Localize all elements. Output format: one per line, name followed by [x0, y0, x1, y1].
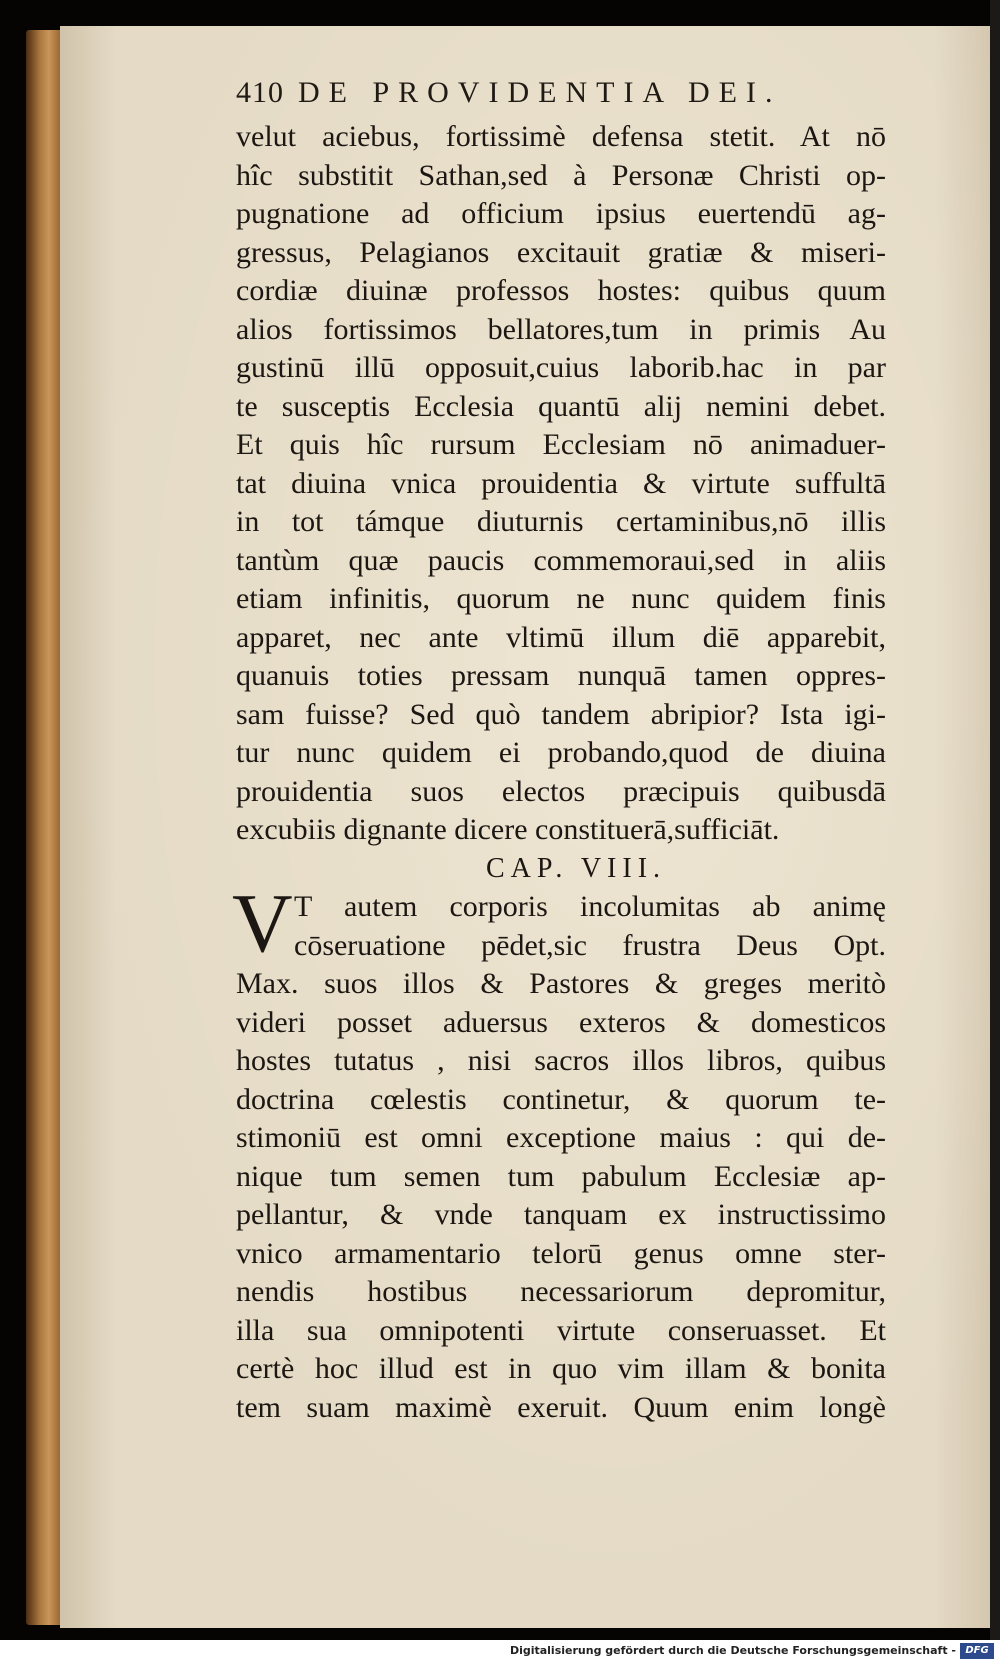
- text-line: Et quis hîc rursum Ecclesiam nō animaduer-: [236, 428, 886, 461]
- text-line: te susceptis Ecclesia quantū alij nemini debet.: [236, 389, 886, 423]
- paragraph-1: [236, 118, 886, 850]
- text-line: illa sua omnipotenti virtute conseruasset. Et: [236, 1313, 886, 1347]
- text-line: T autem corporis incolumitas ab animę: [294, 890, 886, 923]
- book-spine-edge: [26, 30, 64, 1625]
- text-line: stimoniū est omni exceptione maius : qui de-: [236, 1121, 886, 1154]
- page-text: [232, 118, 886, 1427]
- text-line: tat diuina vnica prouidentia & virtute suffultā: [236, 466, 886, 500]
- text-line: videri posset aduersus exteros & domesticos: [236, 1005, 886, 1039]
- text-line: nique tum semen tum pabulum Ecclesiæ ap-: [236, 1159, 886, 1193]
- text-line: quanuis toties pressam nunquā tamen oppres-: [236, 659, 886, 692]
- text-line: Max. suos illos & Pastores & greges meritò: [236, 967, 886, 1000]
- running-header: [236, 76, 876, 110]
- scan-right-border: [990, 0, 1000, 1640]
- text-line: doctrina cœlestis continetur, & quorum te-: [236, 1082, 886, 1116]
- text-line: sam fuisse? Sed quò tandem abripior? Ista igi-: [236, 697, 886, 731]
- chapter-heading: CAP. VIII.: [485, 852, 667, 884]
- text-line: hostes tutatus , nisi sacros illos libros, quibus: [236, 1044, 886, 1077]
- funding-credit: Digitalisierung gefördert durch die Deutsche Forschungsgemeinschaft -: [509, 1644, 956, 1657]
- text-line: prouidentia suos electos præcipuis quibusdā: [236, 774, 886, 808]
- text-line: certè hoc illud est in quo vim illam & bonita: [236, 1352, 886, 1385]
- text-line: tur nunc quidem ei probando,quod de diuina: [236, 736, 886, 769]
- text-line: tem suam maximè exeruit. Quum enim longè: [236, 1390, 886, 1424]
- text-line: nendis hostibus necessariorum depromitur,: [236, 1275, 886, 1308]
- text-line: vnico armamentario telorū genus omne ster-: [236, 1236, 886, 1270]
- text-line: hîc substitit Sathan,sed à Personæ Christi op-: [236, 158, 886, 192]
- text-line: pugnatione ad officium ipsius euertendū ag-: [236, 197, 886, 230]
- text-line: gustinū illū opposuit,cuius laborib.hac in par: [236, 351, 886, 384]
- digitization-footer: [0, 1640, 1000, 1663]
- text-line: excubiis dignante dicere constituerā,sufficiāt.: [236, 813, 780, 846]
- text-line: apparet, nec ante vltimū illum diē apparebit,: [236, 620, 886, 654]
- text-line: pellantur, & vnde tanquam ex instructissimo: [236, 1198, 886, 1231]
- text-line: etiam infinitis, quorum ne nunc quidem finis: [236, 582, 886, 615]
- text-line: cordiæ diuinæ professos hostes: quibus quum: [236, 274, 886, 307]
- text-line: in tot támque diuturnis certaminibus,nō illis: [236, 505, 886, 538]
- drop-cap-initial: V: [232, 877, 293, 970]
- paragraph-2: [232, 877, 886, 1427]
- text-line: velut aciebus, fortissimè defensa stetit. At nō: [236, 120, 886, 153]
- text-line: cōseruatione pēdet,sic frustra Deus Opt.: [294, 928, 886, 962]
- text-line: tantùm quæ paucis commemoraui,sed in aliis: [236, 543, 886, 577]
- dfg-logo: DFG: [960, 1643, 994, 1659]
- running-title: DE PROVIDENTIA DEI.: [298, 76, 782, 109]
- page-number: 410: [236, 76, 284, 109]
- text-line: alios fortissimos bellatores,tum in primis Au: [236, 312, 886, 346]
- text-line: gressus, Pelagianos excitauit gratiæ & miseri-: [236, 235, 886, 269]
